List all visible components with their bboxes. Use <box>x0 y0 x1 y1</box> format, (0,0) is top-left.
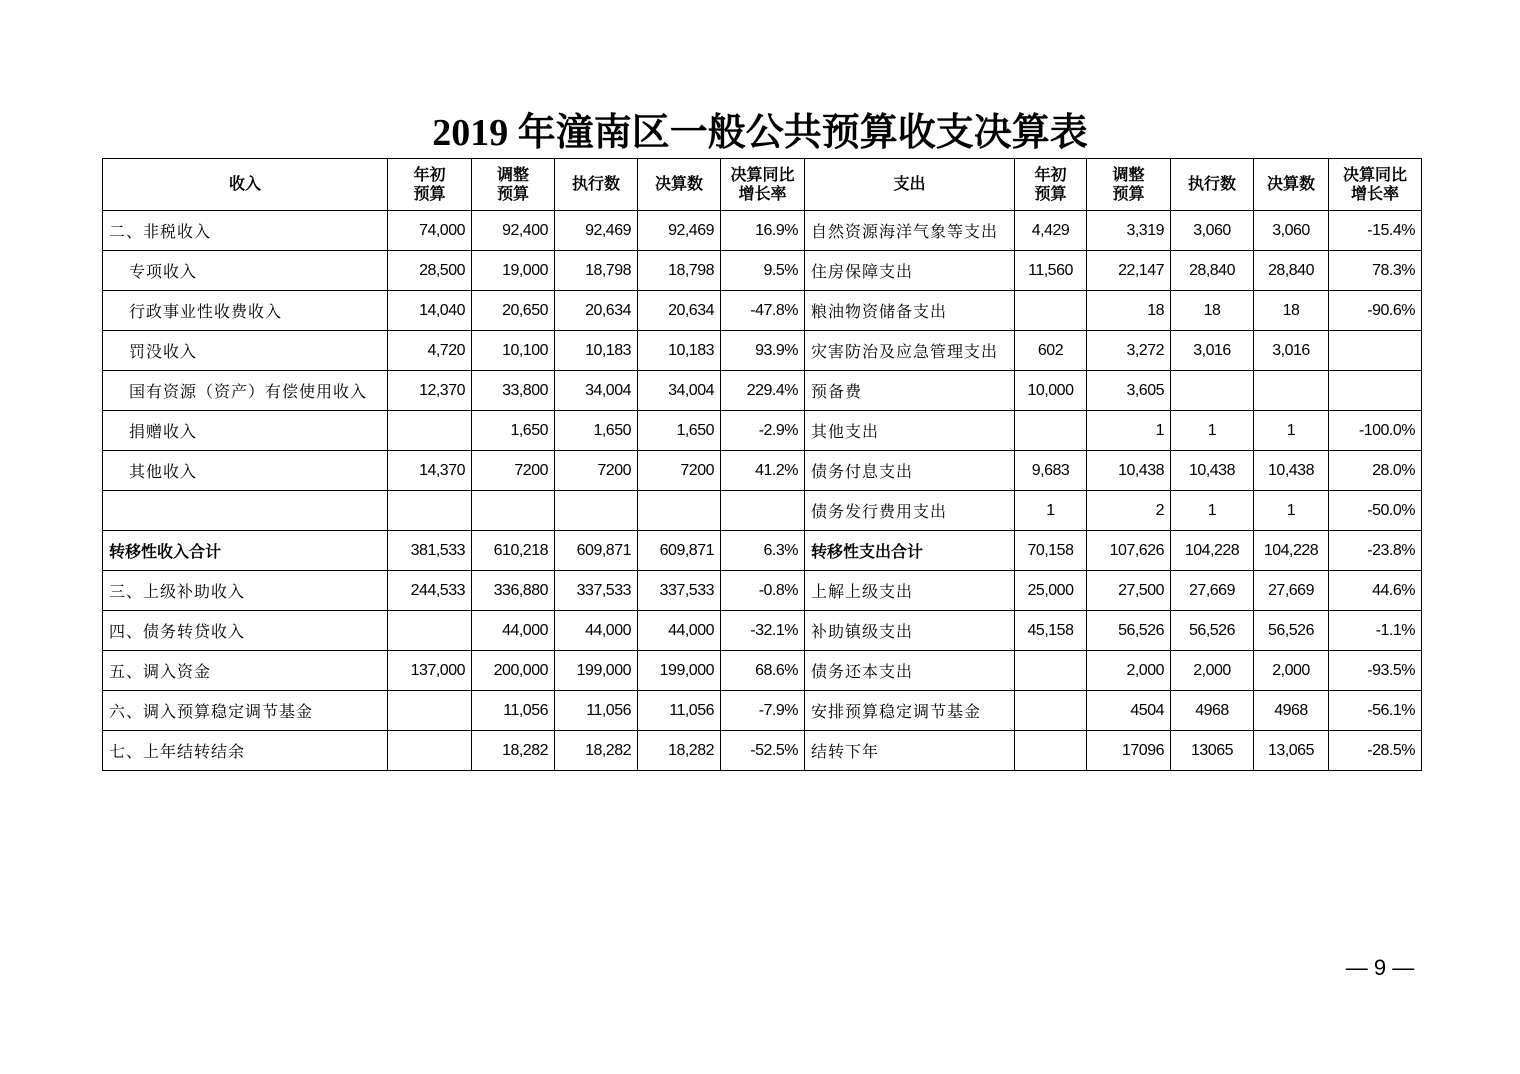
income-item-name: 捐赠收入 <box>103 411 388 451</box>
income-growth-cell: -47.8% <box>721 291 805 331</box>
income-executed-cell: 1,650 <box>555 411 638 451</box>
income-initial-cell: 12,370 <box>388 371 472 411</box>
income-growth-cell: -0.8% <box>721 571 805 611</box>
income-executed-cell: 199,000 <box>555 651 638 691</box>
expense-growth-cell: 44.6% <box>1329 571 1422 611</box>
income-item-name: 国有资源（资产）有偿使用收入 <box>103 371 388 411</box>
table-row <box>103 451 1422 491</box>
income-item-name: 二、非税收入 <box>103 211 388 251</box>
expense-initial-cell: 9,683 <box>1015 451 1087 491</box>
expense-adjusted-cell: 3,605 <box>1087 371 1171 411</box>
income-initial-cell <box>388 491 472 531</box>
expense-final-cell: 27,669 <box>1254 571 1329 611</box>
expense-executed-cell: 3,060 <box>1171 211 1254 251</box>
expense-executed-cell: 2,000 <box>1171 651 1254 691</box>
table-row <box>103 371 1422 411</box>
income-executed-cell: 34,004 <box>555 371 638 411</box>
expense-adjusted-cell: 2 <box>1087 491 1171 531</box>
income-final-cell: 18,282 <box>638 731 721 771</box>
income-adjusted-cell: 7200 <box>472 451 555 491</box>
income-final-cell <box>638 491 721 531</box>
table-header-row <box>103 159 1422 211</box>
table-row <box>103 411 1422 451</box>
income-initial-cell: 381,533 <box>388 531 472 571</box>
expense-final-cell: 1 <box>1254 491 1329 531</box>
expense-adjusted-cell: 3,272 <box>1087 331 1171 371</box>
expense-item-name: 灾害防治及应急管理支出 <box>805 331 1015 371</box>
expense-executed-cell: 104,228 <box>1171 531 1254 571</box>
expense-initial-cell: 11,560 <box>1015 251 1087 291</box>
income-item-name: 六、调入预算稳定调节基金 <box>103 691 388 731</box>
expense-adjusted-cell: 4504 <box>1087 691 1171 731</box>
income-item-name: 四、债务转贷收入 <box>103 611 388 651</box>
expense-adjusted-cell: 1 <box>1087 411 1171 451</box>
income-item-name: 行政事业性收费收入 <box>103 291 388 331</box>
expense-final-cell: 13,065 <box>1254 731 1329 771</box>
expense-executed-cell: 18 <box>1171 291 1254 331</box>
income-growth-cell: 6.3% <box>721 531 805 571</box>
header-income <box>103 159 388 211</box>
income-final-cell: 92,469 <box>638 211 721 251</box>
table-row <box>103 651 1422 691</box>
income-initial-cell: 14,370 <box>388 451 472 491</box>
header-expense-initial: 年初 预算 <box>1015 159 1087 211</box>
budget-table <box>102 158 1422 771</box>
header-expense-growth: 决算同比 增长率 <box>1329 159 1422 211</box>
expense-final-cell: 4968 <box>1254 691 1329 731</box>
income-final-cell: 11,056 <box>638 691 721 731</box>
header-expense-final: 决算数 <box>1254 159 1329 211</box>
expense-item-name: 自然资源海洋气象等支出 <box>805 211 1015 251</box>
expense-adjusted-cell: 27,500 <box>1087 571 1171 611</box>
income-adjusted-cell: 33,800 <box>472 371 555 411</box>
expense-initial-cell <box>1015 731 1087 771</box>
table-row <box>103 211 1422 251</box>
expense-item-name: 债务发行费用支出 <box>805 491 1015 531</box>
header-income-final: 决算数 <box>638 159 721 211</box>
income-executed-cell: 44,000 <box>555 611 638 651</box>
expense-final-cell: 1 <box>1254 411 1329 451</box>
expense-final-cell: 56,526 <box>1254 611 1329 651</box>
expense-initial-cell: 4,429 <box>1015 211 1087 251</box>
expense-executed-cell: 4968 <box>1171 691 1254 731</box>
expense-growth-cell: -28.5% <box>1329 731 1422 771</box>
expense-final-cell: 18 <box>1254 291 1329 331</box>
page-number: — 9 — <box>1345 955 1415 980</box>
expense-executed-cell: 10,438 <box>1171 451 1254 491</box>
expense-item-name: 债务付息支出 <box>805 451 1015 491</box>
income-initial-cell: 244,533 <box>388 571 472 611</box>
income-initial-cell: 28,500 <box>388 251 472 291</box>
income-executed-cell: 609,871 <box>555 531 638 571</box>
expense-item-name: 补助镇级支出 <box>805 611 1015 651</box>
expense-initial-cell <box>1015 651 1087 691</box>
income-initial-cell: 137,000 <box>388 651 472 691</box>
income-final-cell: 18,798 <box>638 251 721 291</box>
income-final-cell: 609,871 <box>638 531 721 571</box>
expense-item-name: 其他支出 <box>805 411 1015 451</box>
income-final-cell: 34,004 <box>638 371 721 411</box>
expense-executed-cell: 28,840 <box>1171 251 1254 291</box>
expense-growth-cell: -15.4% <box>1329 211 1422 251</box>
header-expense-executed: 执行数 <box>1171 159 1254 211</box>
expense-final-cell: 2,000 <box>1254 651 1329 691</box>
expense-final-cell: 104,228 <box>1254 531 1329 571</box>
income-initial-cell: 4,720 <box>388 331 472 371</box>
income-item-name: 罚没收入 <box>103 331 388 371</box>
expense-executed-cell <box>1171 371 1254 411</box>
income-executed-cell <box>555 491 638 531</box>
income-item-name: 七、上年结转结余 <box>103 731 388 771</box>
income-growth-cell: 9.5% <box>721 251 805 291</box>
table-row <box>103 611 1422 651</box>
income-growth-cell: 93.9% <box>721 331 805 371</box>
income-executed-cell: 18,798 <box>555 251 638 291</box>
expense-initial-cell <box>1015 291 1087 331</box>
expense-executed-cell: 56,526 <box>1171 611 1254 651</box>
expense-item-name: 住房保障支出 <box>805 251 1015 291</box>
expense-initial-cell: 1 <box>1015 491 1087 531</box>
income-initial-cell: 74,000 <box>388 211 472 251</box>
income-executed-cell: 18,282 <box>555 731 638 771</box>
expense-growth-cell: -93.5% <box>1329 651 1422 691</box>
income-executed-cell: 11,056 <box>555 691 638 731</box>
expense-executed-cell: 27,669 <box>1171 571 1254 611</box>
expense-executed-cell: 13065 <box>1171 731 1254 771</box>
expense-item-name: 粮油物资储备支出 <box>805 291 1015 331</box>
expense-initial-cell: 70,158 <box>1015 531 1087 571</box>
expense-adjusted-cell: 3,319 <box>1087 211 1171 251</box>
table-row <box>103 531 1422 571</box>
expense-item-name: 安排预算稳定调节基金 <box>805 691 1015 731</box>
header-expense-adjusted: 调整 预算 <box>1087 159 1171 211</box>
income-initial-cell <box>388 731 472 771</box>
expense-initial-cell <box>1015 411 1087 451</box>
income-adjusted-cell: 610,218 <box>472 531 555 571</box>
header-expense <box>805 159 1015 211</box>
expense-item-name: 上解上级支出 <box>805 571 1015 611</box>
table-row <box>103 491 1422 531</box>
income-growth-cell: -2.9% <box>721 411 805 451</box>
income-growth-cell: 229.4% <box>721 371 805 411</box>
income-item-name <box>103 491 388 531</box>
income-executed-cell: 337,533 <box>555 571 638 611</box>
expense-adjusted-cell: 17096 <box>1087 731 1171 771</box>
expense-final-cell: 28,840 <box>1254 251 1329 291</box>
expense-initial-cell: 602 <box>1015 331 1087 371</box>
income-final-cell: 337,533 <box>638 571 721 611</box>
income-adjusted-cell: 200,000 <box>472 651 555 691</box>
header-income-adjusted: 调整 预算 <box>472 159 555 211</box>
income-initial-cell <box>388 411 472 451</box>
expense-item-name: 债务还本支出 <box>805 651 1015 691</box>
expense-growth-cell: -1.1% <box>1329 611 1422 651</box>
income-adjusted-cell: 19,000 <box>472 251 555 291</box>
expense-growth-cell <box>1329 371 1422 411</box>
income-item-name: 专项收入 <box>103 251 388 291</box>
table-row <box>103 691 1422 731</box>
income-final-cell: 44,000 <box>638 611 721 651</box>
income-item-name: 其他收入 <box>103 451 388 491</box>
expense-adjusted-cell: 18 <box>1087 291 1171 331</box>
expense-adjusted-cell: 107,626 <box>1087 531 1171 571</box>
expense-growth-cell: -56.1% <box>1329 691 1422 731</box>
income-final-cell: 7200 <box>638 451 721 491</box>
table-row <box>103 291 1422 331</box>
income-growth-cell: -32.1% <box>721 611 805 651</box>
table-row <box>103 571 1422 611</box>
income-adjusted-cell: 1,650 <box>472 411 555 451</box>
income-growth-cell: 16.9% <box>721 211 805 251</box>
expense-initial-cell <box>1015 691 1087 731</box>
income-adjusted-cell: 18,282 <box>472 731 555 771</box>
income-final-cell: 10,183 <box>638 331 721 371</box>
expense-growth-cell: -90.6% <box>1329 291 1422 331</box>
expense-growth-cell: -23.8% <box>1329 531 1422 571</box>
table-body <box>103 211 1422 771</box>
page-title: 2019 年潼南区一般公共预算收支决算表 <box>432 112 1088 154</box>
expense-growth-cell: 28.0% <box>1329 451 1422 491</box>
income-item-name: 三、上级补助收入 <box>103 571 388 611</box>
header-income-executed: 执行数 <box>555 159 638 211</box>
income-executed-cell: 7200 <box>555 451 638 491</box>
income-adjusted-cell: 44,000 <box>472 611 555 651</box>
expense-initial-cell: 25,000 <box>1015 571 1087 611</box>
income-final-cell: 199,000 <box>638 651 721 691</box>
header-income-initial: 年初 预算 <box>388 159 472 211</box>
income-initial-cell <box>388 611 472 651</box>
expense-executed-cell: 1 <box>1171 491 1254 531</box>
table-row <box>103 251 1422 291</box>
expense-final-cell: 10,438 <box>1254 451 1329 491</box>
table-row <box>103 731 1422 771</box>
header-income-growth: 决算同比 增长率 <box>721 159 805 211</box>
header-expense-label: 支出 <box>893 176 926 193</box>
income-final-cell: 1,650 <box>638 411 721 451</box>
expense-initial-cell: 10,000 <box>1015 371 1087 411</box>
expense-growth-cell: -50.0% <box>1329 491 1422 531</box>
expense-executed-cell: 3,016 <box>1171 331 1254 371</box>
expense-item-name: 结转下年 <box>805 731 1015 771</box>
table-row <box>103 331 1422 371</box>
expense-adjusted-cell: 22,147 <box>1087 251 1171 291</box>
income-growth-cell: -7.9% <box>721 691 805 731</box>
income-adjusted-cell: 20,650 <box>472 291 555 331</box>
expense-final-cell <box>1254 371 1329 411</box>
income-item-name: 转移性收入合计 <box>103 531 388 571</box>
income-initial-cell: 14,040 <box>388 291 472 331</box>
expense-growth-cell <box>1329 331 1422 371</box>
expense-item-name: 转移性支出合计 <box>805 531 1015 571</box>
income-growth-cell: 41.2% <box>721 451 805 491</box>
income-final-cell: 20,634 <box>638 291 721 331</box>
expense-growth-cell: 78.3% <box>1329 251 1422 291</box>
income-executed-cell: 92,469 <box>555 211 638 251</box>
income-adjusted-cell: 10,100 <box>472 331 555 371</box>
income-adjusted-cell <box>472 491 555 531</box>
expense-initial-cell: 45,158 <box>1015 611 1087 651</box>
income-adjusted-cell: 11,056 <box>472 691 555 731</box>
income-growth-cell <box>721 491 805 531</box>
expense-adjusted-cell: 56,526 <box>1087 611 1171 651</box>
income-executed-cell: 10,183 <box>555 331 638 371</box>
income-growth-cell: -52.5% <box>721 731 805 771</box>
income-executed-cell: 20,634 <box>555 291 638 331</box>
income-adjusted-cell: 336,880 <box>472 571 555 611</box>
income-growth-cell: 68.6% <box>721 651 805 691</box>
expense-final-cell: 3,060 <box>1254 211 1329 251</box>
income-adjusted-cell: 92,400 <box>472 211 555 251</box>
income-initial-cell <box>388 691 472 731</box>
income-item-name: 五、调入资金 <box>103 651 388 691</box>
expense-item-name: 预备费 <box>805 371 1015 411</box>
expense-growth-cell: -100.0% <box>1329 411 1422 451</box>
expense-final-cell: 3,016 <box>1254 331 1329 371</box>
expense-adjusted-cell: 10,438 <box>1087 451 1171 491</box>
expense-executed-cell: 1 <box>1171 411 1254 451</box>
header-income-label: 收入 <box>228 176 261 193</box>
expense-adjusted-cell: 2,000 <box>1087 651 1171 691</box>
